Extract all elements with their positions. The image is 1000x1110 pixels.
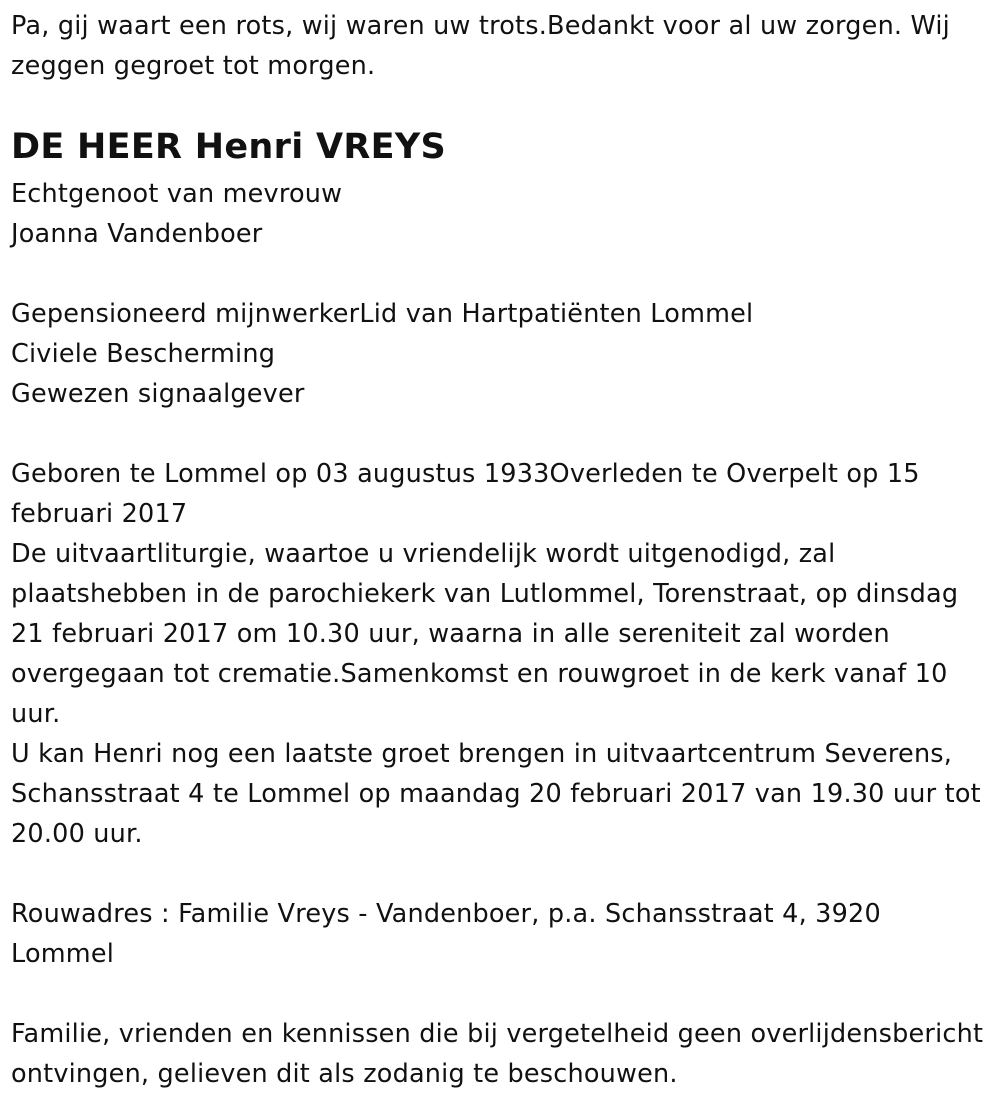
deceased-name: DE HEER Henri VREYS bbox=[11, 127, 446, 167]
birth-death-text: Geboren te Lommel op 03 augustus 1933Overleden te Overpelt op 15 februari 2017 bbox=[11, 459, 920, 529]
closing-text: Familie, vrienden en kennissen die bij vergetelheid geen overlijdensbericht ontvingen, gelieven dit als zodanig te beschouwen. bbox=[11, 1019, 984, 1089]
liturgy-text: De uitvaartliturgie, waartoe u vriendelijk wordt uitgenodigd, zal plaatshebben in de parochiekerk van Lutlommel, Torenstraat, op dinsdag 21 februari 2017 om 10.30 uur, waarna in alle sereniteit zal worden overgegaan tot crematie.Samenkomst en rouwgroet in de kerk vanaf 10 uur. bbox=[11, 539, 959, 729]
farewell-text: U kan Henri nog een laatste groet brengen in uitvaartcentrum Severens, Schansstraat 4 te Lommel op maandag 20 februari 2017 van 19.30 uur tot 20.00 uur. bbox=[11, 739, 981, 849]
occupation-line-1: Gepensioneerd mijnwerkerLid van Hartpatiënten Lommel bbox=[11, 299, 754, 329]
intro-text: Pa, gij waart een rots, wij waren uw trots.Bedankt voor al uw zorgen. Wij zeggen gegroet tot morgen. bbox=[11, 11, 950, 81]
mourning-address: Rouwadres : Familie Vreys - Vandenboer, p.a. Schansstraat 4, 3920 Lommel bbox=[11, 899, 881, 969]
spouse-line-1: Echtgenoot van mevrouw bbox=[11, 179, 343, 209]
occupation-line-2: Civiele Bescherming bbox=[11, 339, 276, 369]
spouse-line-2: Joanna Vandenboer bbox=[11, 219, 263, 249]
occupation-line-3: Gewezen signaalgever bbox=[11, 379, 305, 409]
death-notice bbox=[11, 0, 991, 1094]
